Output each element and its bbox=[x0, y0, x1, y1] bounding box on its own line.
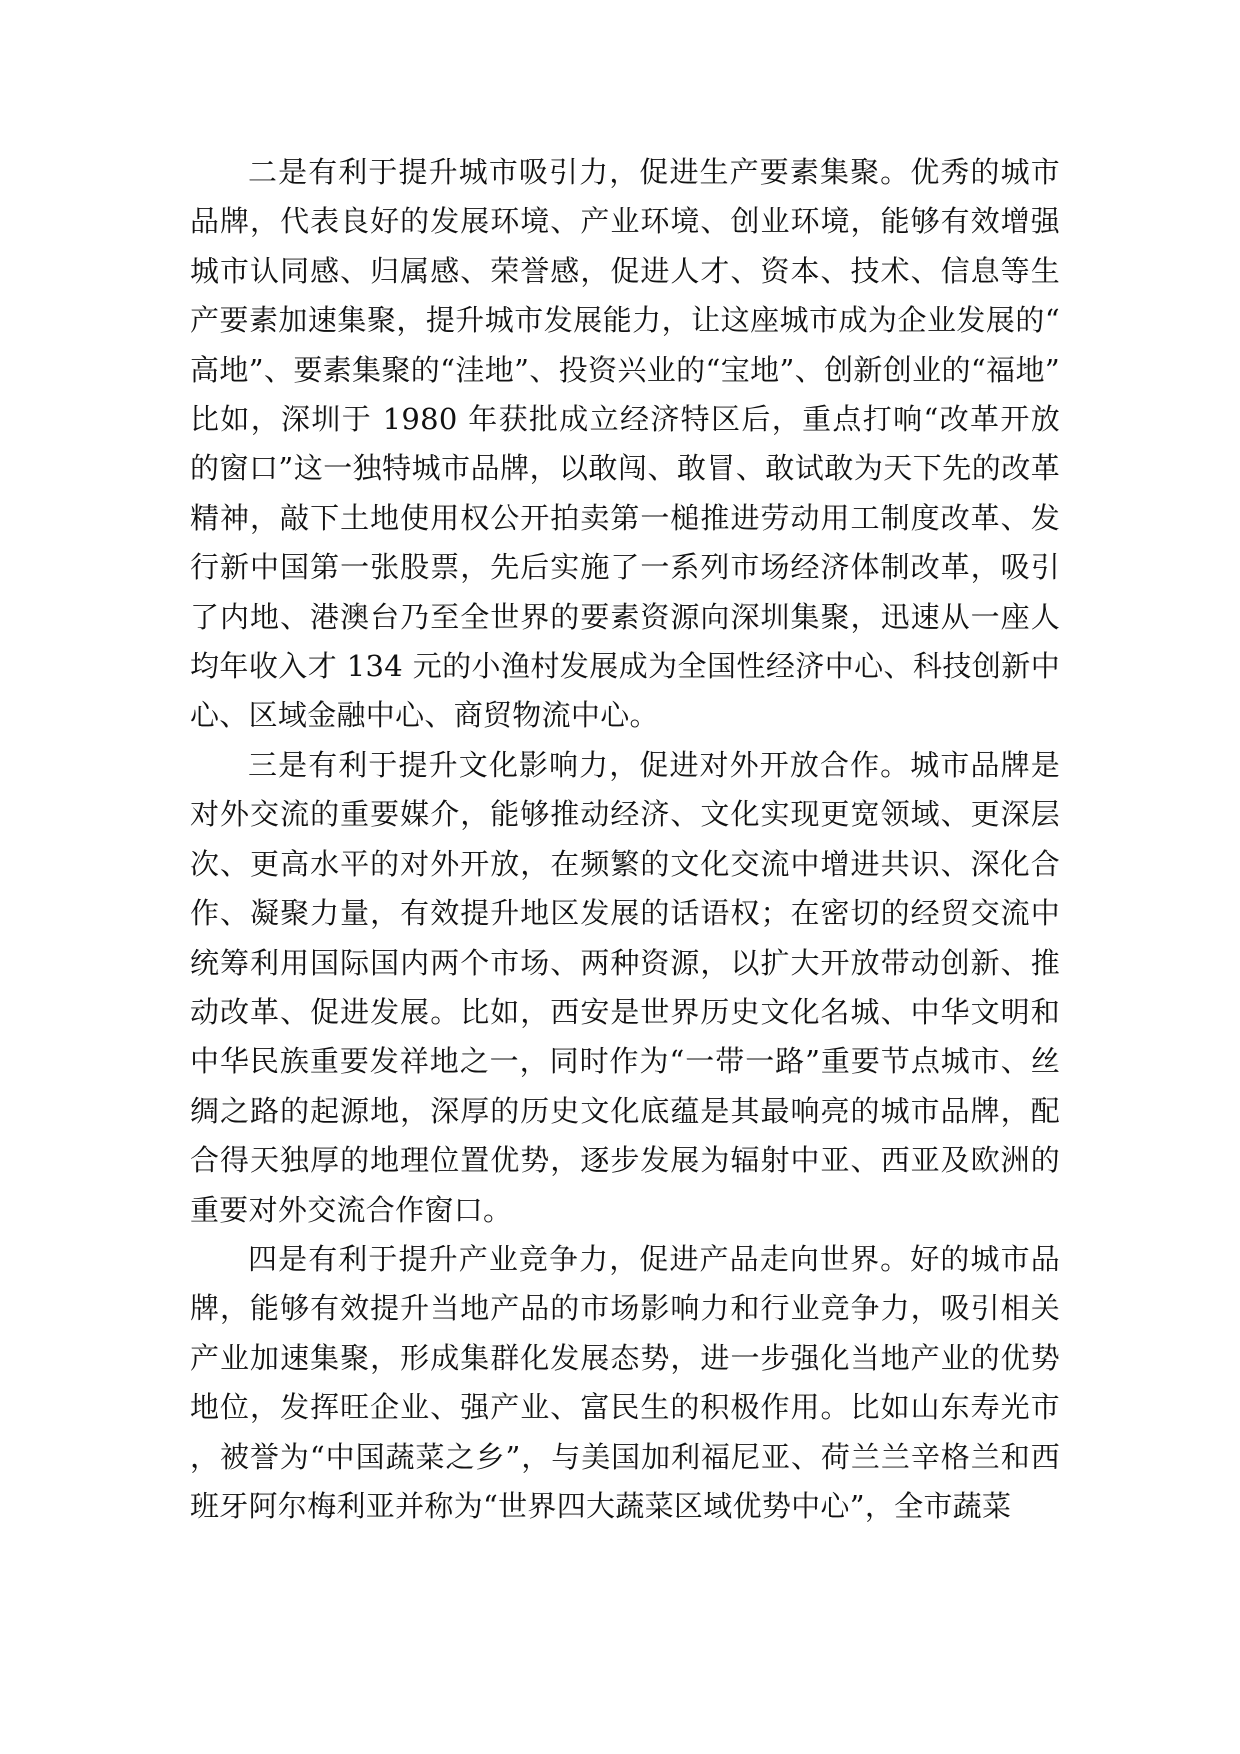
paragraph-four-industry-competitiveness: 四是有利于提升产业竞争力，促进产品走向世界。好的城市品牌，能够有效提升当地产品的市场影响力和行业竞争力，吸引相关产业加速集聚，形成集群化发展态势，进一步强化当地产业的优势地位，发挥旺企业、强产业、富民生的积极作用。比如山东寿光市，被誉为“中国蔬菜之乡”，与美国加利福尼亚、荷兰兰辛格兰和西班牙阿尔梅利亚并称为“世界四大蔬菜区域优势中心”，全市蔬菜 bbox=[190, 1241, 1060, 1523]
paragraph-two-city-attraction: 二是有利于提升城市吸引力，促进生产要素集聚。优秀的城市品牌，代表良好的发展环境、产业环境、创业环境，能够有效增强城市认同感、归属感、荣誉感，促进人才、资本、技术、信息等生产要素加速集聚，提升城市发展能力，让这座城市成为企业发展的“高地”、要素集聚的“洼地”、投资兴业的“宝地”、创新创业的“福地”比如，深圳于 1980 年获批成立经济特区后，重点打响“改革开放的窗口”这一独特城市品牌，以敢闯、敢冒、敢试敢为天下先的改革精神，敲下土地使用权公开拍卖第一槌推进劳动用工制度改革、发行新中国第一张股票，先后实施了一系列市场经济体制改革，吸引了内地、港澳台乃至全世界的要素资源向深圳集聚，迅速从一座人均年收入才 134 元的小渔村发展成为全国性经济中心、科技创新中心、区域金融中心、商贸物流中心。 bbox=[190, 155, 1060, 733]
paragraph-three-cultural-influence: 三是有利于提升文化影响力，促进对外开放合作。城市品牌是对外交流的重要媒介，能够推动经济、文化实现更宽领域、更深层次、更高水平的对外开放，在频繁的文化交流中增进共识、深化合作、凝聚力量，有效提升地区发展的话语权；在密切的经贸交流中统筹利用国际国内两个市场、两种资源，以扩大开放带动创新、推动改革、促进发展。比如，西安是世界历史文化名城、中华文明和中华民族重要发祥地之一，同时作为“一带一路”重要节点城市、丝绸之路的起源地，深厚的历史文化底蕴是其最响亮的城市品牌，配合得天独厚的地理位置优势，逐步发展为辐射中亚、西亚及欧洲的重要对外交流合作窗口。 bbox=[190, 747, 1060, 1227]
document-page bbox=[190, 148, 1060, 1531]
